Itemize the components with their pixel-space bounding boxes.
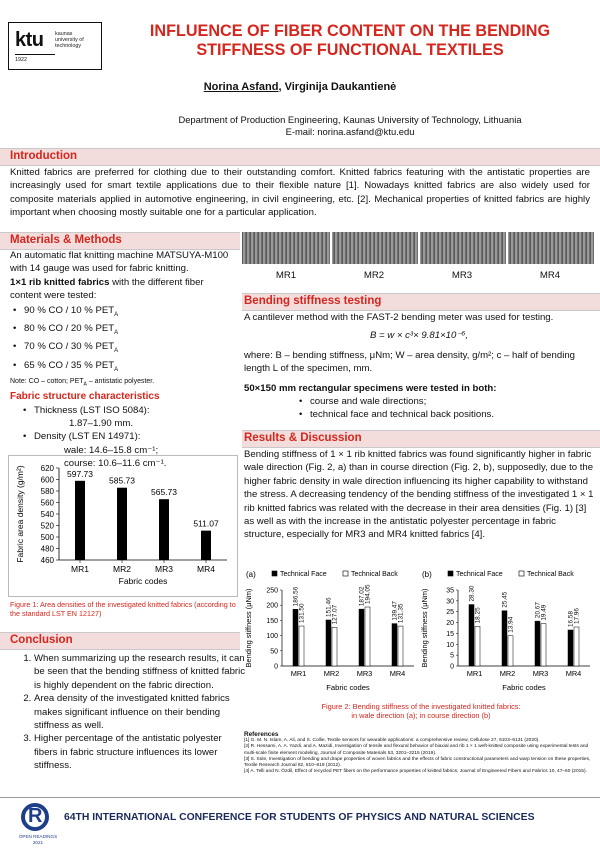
- thickness-item: • Thickness (LST ISO 5084): 1.87–1.90 mm.: [20, 404, 236, 431]
- conclusion-header: [0, 632, 240, 650]
- y-tick-label: 150: [266, 617, 278, 625]
- methods-note: Note: CO – cotton; $PET_A$ – antistatic polyester.: [10, 377, 155, 388]
- structure-title: Fabric structure characteristics: [10, 391, 160, 403]
- legend-swatch-face: [272, 571, 277, 576]
- bending-formula: B = w × c³× 9.81×10⁻⁶,: [369, 330, 469, 342]
- y-tick-label: 560: [40, 498, 54, 508]
- fabric-samples-photo: [242, 232, 594, 264]
- legend-swatch-face: [448, 571, 453, 576]
- reference-item: [3] S. Süle, Investigation of bending and drape properties of woven fabrics and the effects of fabric constructional parameters and warp tension on these properties, Textile Research Journal 82, 810–819 (2012).: [244, 756, 591, 769]
- conclusion-list: [10, 652, 246, 773]
- intro-text: Knitted fabrics are preferred for clothing due to their outstanding comfort. Knitted fabrics featuring with the antistatic properties are increasingly used for smart textile applications due to their flexible nature [1]. Nowadays knitted fabrics are also widely used for composite materials applied in automotive engineering, in civil engineering, etc. [2]. Mechanical properties of knitted fabrics are highly important when choosing mostly suitable one for a particular application.: [10, 167, 590, 219]
- bending-spec: 50×150 mm rectangular specimens were tested in both:: [244, 382, 497, 394]
- bar: [299, 626, 304, 666]
- bar-data-label: 25.45: [501, 591, 509, 608]
- bar: [159, 499, 169, 560]
- intro-title: Introduction: [10, 150, 78, 162]
- bar: [326, 620, 331, 666]
- x-tick-label: MR4: [197, 564, 215, 574]
- y-tick-label: 460: [40, 556, 54, 565]
- bar-data-label: 565.73: [151, 487, 177, 498]
- y-tick-label: 580: [40, 487, 54, 496]
- bar-data-label: 28.30: [468, 585, 476, 602]
- x-tick-label: MR2: [499, 669, 516, 678]
- y-tick-label: 500: [40, 533, 54, 542]
- email: E-mail: norina.asfand@ktu.edu: [285, 126, 415, 137]
- figure-1-caption: Figure 1: Area densities of the investigated knitted fabrics (according to the standard LST EN 12127): [10, 600, 236, 618]
- poster-title-line1: INFLUENCE OF FIBER CONTENT ON THE BENDING: [149, 22, 551, 40]
- panel-label: (b): [422, 570, 432, 579]
- reference-item: [1] G. M. N. Islam, A. Ali, and S. Collie, Textile sensors for wearable applications: a comprehensive review, Cellulose 27, 6103–6131 (2020).: [244, 738, 540, 743]
- area-density-chart: [9, 456, 237, 596]
- y-tick-label: 35: [446, 587, 454, 595]
- y-axis-title: Fabric area density (g/m²): [15, 465, 25, 563]
- bending-condition: • technical face and technical back positions.: [296, 408, 594, 421]
- conclusion-item: 1. When summarizing up the research results, it can be seen that the bending stiffness of knitted fabric is highly dependent on the fabric direction.: [34, 652, 246, 692]
- bar-data-label: 131.35: [397, 603, 405, 624]
- y-tick-label: 100: [266, 633, 278, 641]
- bar: [359, 609, 364, 666]
- figure-1: [8, 455, 238, 597]
- y-tick-label: 540: [40, 510, 54, 519]
- bar-data-label: 19.49: [540, 604, 548, 621]
- results-header: [242, 430, 600, 448]
- methods-title: Materials & Methods: [10, 234, 122, 246]
- bar-data-label: 18.25: [474, 607, 482, 624]
- density-item: • Density (LST EN 14971): wale: 14.6–15.8 cm⁻¹; course: 10.6–11.6 cm⁻¹.: [20, 430, 236, 470]
- author-2: Virginija Daukantienė: [284, 81, 397, 93]
- bar-data-label: 16.58: [567, 610, 575, 627]
- bar: [293, 609, 298, 666]
- bending-title: Bending stiffness testing: [244, 295, 382, 307]
- y-tick-label: 600: [40, 475, 54, 485]
- x-tick-label: MR4: [565, 669, 582, 678]
- methods-p2: 1×1 rib knitted fabrics with the different fiber content were tested:: [10, 276, 204, 302]
- x-tick-label: MR4: [389, 669, 406, 678]
- bar-data-label: 186.56: [292, 586, 300, 607]
- y-tick-label: 620: [40, 464, 54, 473]
- bar-data-label: 17.96: [573, 608, 581, 625]
- bending-condition: • course and wale directions;: [296, 395, 594, 408]
- fiber-item: • 70 % CO / 30 % $PET_A$: [10, 340, 236, 358]
- x-tick-label: MR3: [532, 669, 549, 678]
- bar: [535, 621, 540, 666]
- bar: [117, 488, 127, 560]
- y-tick-label: 25: [446, 609, 454, 617]
- footer-rule: [0, 797, 600, 798]
- authors: Norina Asfand, Virginija Daukantienė: [203, 81, 397, 93]
- methods-body: [10, 249, 236, 471]
- author-1: Norina Asfand: [203, 81, 279, 93]
- ktu-logo-year: 1922: [15, 57, 27, 63]
- reference-item: [4] A. Telli and N. Özdil, Effect of recycled PET fibers on the performance properties of knitted fabrics, Journal of Engineered Fibers and Fabrics 10, 47–60 (2015).: [244, 769, 587, 775]
- poster-title-line2: STIFFNESS OF FUNCTIONAL TEXTILES: [196, 41, 504, 59]
- y-tick-label: 50: [270, 648, 278, 656]
- x-tick-label: MR1: [466, 669, 483, 678]
- poster-title: [100, 22, 600, 60]
- references: [244, 731, 594, 776]
- bar-data-label: 194.05: [364, 584, 372, 605]
- bar-data-label: 127.07: [331, 604, 339, 625]
- open-readings-logo-letter: R: [28, 805, 43, 827]
- y-tick-label: 10: [446, 641, 454, 649]
- y-tick-label: 30: [446, 598, 454, 606]
- bar: [574, 627, 579, 666]
- bar-data-label: 131.50: [298, 603, 306, 624]
- x-tick-label: MR1: [290, 669, 307, 678]
- sample-label: MR4: [539, 270, 561, 281]
- panel-label: (a): [246, 570, 256, 579]
- y-tick-label: 480: [40, 544, 54, 554]
- bar: [475, 626, 480, 666]
- x-tick-label: MR3: [155, 564, 173, 574]
- x-axis-title: Fabric codes: [326, 683, 370, 692]
- results-title: Results & Discussion: [244, 432, 362, 444]
- intro-header: [0, 148, 600, 166]
- conclusion-item: 3. Higher percentage of the antistatic polyester fibers in fabric structure influences its lower stiffness.: [34, 732, 246, 772]
- x-tick-label: MR2: [323, 669, 340, 678]
- y-tick-label: 520: [40, 521, 54, 531]
- bending-stiffness-wale-chart: [242, 566, 418, 696]
- y-axis-title: Bending stiffness (μNm): [420, 588, 429, 668]
- bar-data-label: 585.73: [109, 475, 135, 486]
- bar: [365, 607, 370, 666]
- bar-data-label: 151.46: [325, 597, 333, 617]
- bar-data-label: 139.47: [391, 601, 399, 621]
- figure-2-caption: Figure 2: Bending stiffness of the investigated knitted fabrics: in wale direction (a); in course direction (b): [321, 702, 521, 720]
- bar-data-label: 511.07: [193, 518, 219, 529]
- x-tick-label: MR2: [113, 564, 131, 574]
- x-tick-label: MR1: [71, 564, 89, 574]
- bar: [398, 626, 403, 666]
- bar-data-label: 20.67: [534, 602, 542, 619]
- legend-swatch-back: [519, 571, 524, 576]
- x-axis-title: Fabric codes: [118, 576, 168, 586]
- bar: [469, 605, 474, 666]
- legend-label-face: Technical Face: [280, 571, 327, 578]
- y-tick-label: 15: [446, 630, 454, 638]
- y-tick-label: 5: [450, 652, 454, 660]
- y-tick-label: 200: [266, 602, 278, 610]
- bending-p1: A cantilever method with the FAST-2 bending meter was used for testing.: [244, 312, 554, 323]
- legend-label-back: Technical Back: [351, 571, 398, 578]
- methods-header: [0, 232, 240, 250]
- fiber-item: • 80 % CO / 20 % $PET_A$: [10, 322, 236, 340]
- bar: [392, 624, 397, 666]
- fiber-list: [10, 304, 236, 377]
- bending-where: where: B – bending stiffness, μNm; W – area density, g/m²; c – half of bending length L of the specimen, mm.: [244, 349, 575, 375]
- y-tick-label: 0: [274, 663, 278, 671]
- bending-conditions: [244, 395, 594, 422]
- y-tick-label: 250: [266, 587, 278, 595]
- bar: [568, 630, 573, 666]
- x-tick-label: MR3: [356, 669, 373, 678]
- bar: [75, 481, 85, 560]
- open-readings-logo: R OPEN READINGS 2021: [18, 805, 58, 845]
- bar-data-label: 597.73: [67, 468, 93, 479]
- sample-label: MR2: [363, 270, 385, 281]
- reference-item: [2] R. Hessami, A. A. Yazdi, and A. Mazidi, Investigation of tensile and flexural behavior of biaxial and rib 1 × 1 weft-knitted composite using experimental tests and multi-scale finite element modeling, Journal of Composite Materials 53, 3201–3215 (2019).: [244, 744, 589, 756]
- results-text: Bending stiffness of 1 × 1 rib knitted fabrics was found significantly higher in fabric wale direction (Fig. 2, a) than in course direction (Fig. 2, b), supposedly, due to the higher fabric density in wale direction influencing its higher capability to withstand the stress. A decreasing tendency of the bending stiffness of the investigated 1 × 1 rib knitted fabrics was related with the decrease in their area densities (Fig. 1) [3] as well as with the increase in the antistatic polyester percentage in fabric structure, especially for MR3 and MR4 knitted fabrics [4].: [244, 449, 594, 541]
- conference-name: 64TH INTERNATIONAL CONFERENCE FOR STUDENTS OF PHYSICS AND NATURAL SCIENCES: [64, 812, 535, 823]
- conclusion-item: 2. Area density of the investigated knitted fabrics makes significant influence on their bending stiffness as well.: [34, 692, 246, 732]
- affiliation: Department of Production Engineering, Kaunas University of Technology, Lithuania: [178, 114, 522, 125]
- sample-label: MR3: [451, 270, 473, 281]
- conclusion-title: Conclusion: [10, 634, 73, 646]
- methods-p1: An automatic flat knitting machine MATSUYA-M100 with 14 gauge was used for fabric knitting.: [10, 250, 229, 275]
- ktu-logo: [8, 22, 102, 70]
- bending-stiffness-course-chart: [418, 566, 594, 696]
- sample-label: MR1: [275, 270, 297, 281]
- bar: [502, 611, 507, 666]
- y-tick-label: 20: [446, 620, 454, 628]
- legend-swatch-back: [343, 571, 348, 576]
- x-axis-title: Fabric codes: [502, 683, 546, 692]
- ktu-logo-mark: ktu: [15, 29, 44, 51]
- fiber-item: • 65 % CO / 35 % $PET_A$: [10, 359, 236, 377]
- y-axis-title: Bending stiffness (μNm): [244, 588, 253, 668]
- bar-data-label: 187.02: [358, 586, 366, 607]
- bar-data-label: 13.94: [507, 616, 515, 633]
- fiber-item: • 90 % CO / 10 % $PET_A$: [10, 304, 236, 322]
- bending-header: [242, 293, 600, 311]
- references-title: References: [244, 731, 279, 738]
- bar: [508, 636, 513, 666]
- bending-body: [244, 311, 594, 422]
- legend-label-face: Technical Face: [456, 571, 503, 578]
- bar: [332, 627, 337, 666]
- bar: [201, 531, 211, 560]
- bar: [541, 624, 546, 666]
- y-tick-label: 0: [450, 663, 454, 671]
- legend-label-back: Technical Back: [527, 571, 574, 578]
- ktu-logo-text: kaunas university of technology: [55, 31, 84, 49]
